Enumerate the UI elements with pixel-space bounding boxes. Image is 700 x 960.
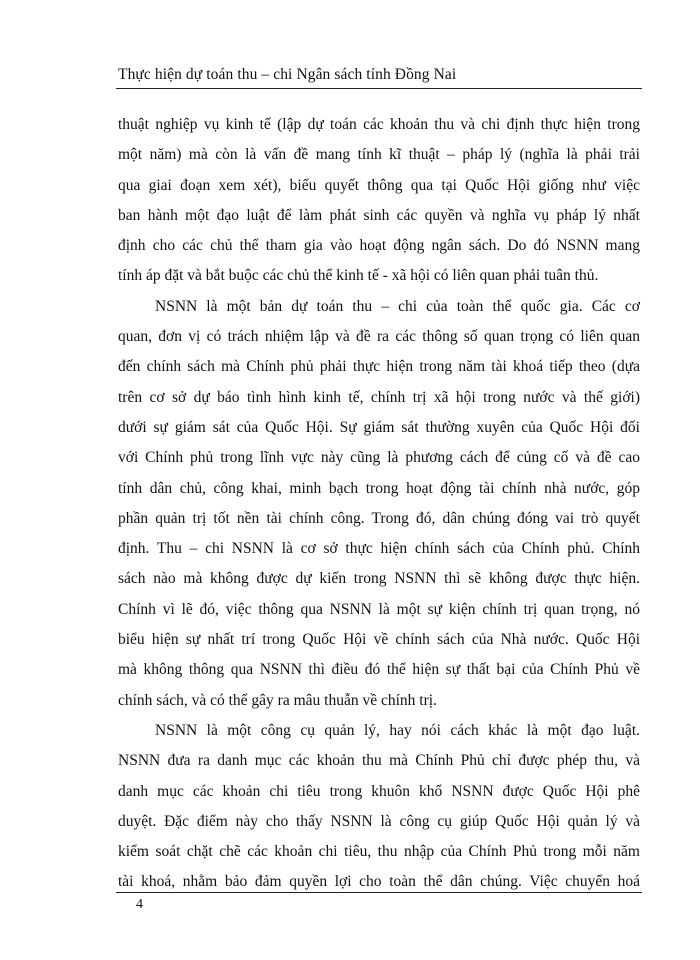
- paragraph-2-line-5: dưới sự giám sát của Quốc Hội. Sự giám sát thường xuyên của Quốc Hội đối: [118, 418, 640, 436]
- paragraph-2-line-12: biểu hiện sự nhất trí trong Quốc Hội về chính sách của Nhà nước. Quốc Hội: [118, 631, 640, 649]
- paragraph-2-line-14: chính sách, và có thể gây ra mâu thuẫn về chính trị.: [118, 691, 437, 709]
- paragraph-3-line-1: NSNN là một công cụ quản lý, hay nói cách khác là một đạo luật.: [155, 721, 640, 739]
- header-divider: [116, 88, 642, 89]
- paragraph-3-line-5: kiểm soát chặt chẽ các khoản chi tiêu, thu nhập của Chính Phủ trong mỗi năm: [118, 843, 640, 861]
- paragraph-3-line-4: duyệt. Đặc điểm này cho thấy NSNN là công cụ giúp Quốc Hội quản lý và: [118, 812, 640, 830]
- paragraph-1-line-3: qua giai đoạn xem xét), biểu quyết thông qua tại Quốc Hội giống như việc: [118, 176, 640, 194]
- paragraph-2-line-2: quan, đơn vị có trách nhiệm lập và đề ra các thông số quan trọng có liên quan: [118, 328, 640, 346]
- paragraph-2-line-10: sách nào mà không được dự kiến trong NSNN thì sẽ không được thực hiện.: [118, 570, 640, 588]
- paragraph-1-line-6: tính áp đặt và bắt buộc các chủ thể kinh tế - xã hội có liên quan phải tuân thủ.: [118, 267, 599, 285]
- page-number: 4: [136, 897, 143, 912]
- paragraph-2-line-6: với Chính phủ trong lĩnh vực này cũng là phương cách để củng cố và đề cao: [118, 449, 640, 467]
- paragraph-1-line-1: thuật nghiệp vụ kinh tế (lập dự toán các khoản thu và chi định thực hiện trong: [118, 116, 640, 133]
- paragraph-2-line-3: đến chính sách mà Chính phủ phải thực hiện trong năm tài khoá tiếp theo (dựa: [118, 358, 640, 376]
- paragraph-2-line-11: Chính vì lẽ đó, việc thông qua NSNN là một sự kiện chính trị quan trọng, nó: [118, 600, 640, 618]
- paragraph-2-line-7: tính dân chủ, công khai, minh bạch trong hoạt động tài chính nhà nước, góp: [118, 479, 640, 497]
- paragraph-2-line-8: phần quản trị tốt nền tài chính công. Trong đó, dân chúng đóng vai trò quyết: [118, 509, 640, 527]
- paragraph-1-line-2: một năm) mà còn là vấn đề mang tính kĩ thuật – pháp lý (nghĩa là phải trải: [118, 146, 640, 164]
- running-header: Thực hiện dự toán thu – chi Ngân sách tỉnh Đồng Nai: [118, 66, 457, 83]
- paragraph-2-line-9: định. Thu – chi NSNN là cơ sở thực hiện chính sách của Chính phủ. Chính: [118, 540, 640, 558]
- paragraph-2-line-4: trên cơ sở dự báo tình hình kinh tế, chính trị xã hội trong nước và thế giới): [118, 388, 640, 406]
- paragraph-3-line-6: tài khoá, nhằm bảo đảm quyền lợi cho toàn thể dân chúng. Việc chuyển hoá: [118, 873, 640, 891]
- paragraph-2-line-13: mà không thông qua NSNN thì điều đó thể hiện sự thất bại của Chính Phủ về: [118, 661, 640, 679]
- paragraph-1-line-5: định cho các chủ thể tham gia vào hoạt động ngân sách. Do đó NSNN mang: [118, 237, 640, 255]
- footer-divider: [116, 892, 642, 893]
- paragraph-2-line-1: NSNN là một bản dự toán thu – chi của toàn thể quốc gia. Các cơ: [155, 297, 640, 315]
- paragraph-3-line-3: danh mục các khoản chi tiêu trong khuôn khổ NSNN được Quốc Hội phê: [118, 782, 640, 800]
- paragraph-1-line-4: ban hành một đạo luật để làm phát sinh các quyền và nghĩa vụ pháp lý nhất: [118, 206, 640, 224]
- paragraph-3-line-2: NSNN đưa ra danh mục các khoản thu mà Chính Phủ chỉ được phép thu, và: [118, 752, 640, 770]
- body-text: [118, 110, 640, 898]
